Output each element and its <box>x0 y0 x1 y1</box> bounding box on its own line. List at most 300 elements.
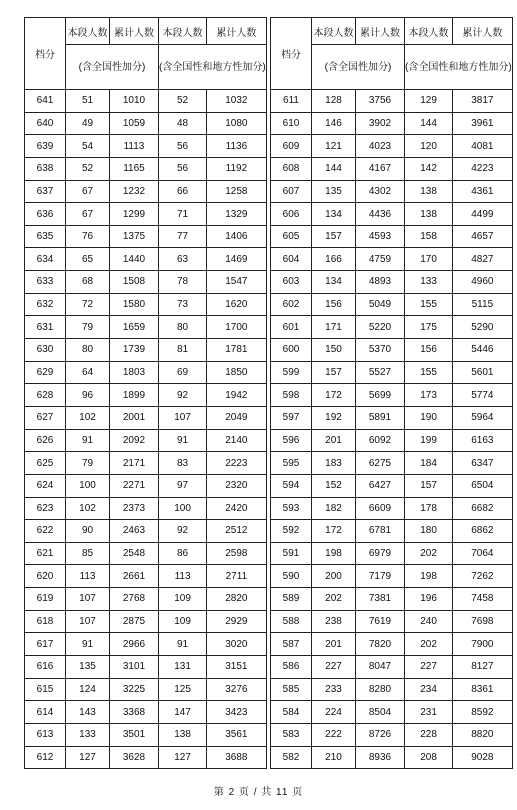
cell-cumulative-count: 2092 <box>110 429 159 452</box>
cell-segment-count: 134 <box>312 203 356 226</box>
cell-score: 607 <box>271 180 312 203</box>
cell-score: 628 <box>25 384 66 407</box>
table-row <box>271 633 513 656</box>
cell-cumulative-count-local: 5601 <box>453 361 513 384</box>
cell-score: 638 <box>25 157 66 180</box>
cell-segment-count: 210 <box>312 746 356 769</box>
cell-segment-count: 124 <box>66 678 110 701</box>
cell-score: 588 <box>271 610 312 633</box>
table-row <box>25 542 267 565</box>
header-segment-count: 本段人数 <box>405 18 453 45</box>
cell-cumulative-count-local: 3688 <box>207 746 267 769</box>
cell-segment-count-local: 184 <box>405 452 453 475</box>
table-row <box>25 497 267 520</box>
cell-score: 617 <box>25 633 66 656</box>
cell-segment-count-local: 173 <box>405 384 453 407</box>
cell-score: 605 <box>271 225 312 248</box>
cell-cumulative-count: 6979 <box>356 542 405 565</box>
cell-segment-count-local: 155 <box>405 293 453 316</box>
cell-segment-count-local: 48 <box>159 112 207 135</box>
cell-score: 635 <box>25 225 66 248</box>
cell-segment-count: 76 <box>66 225 110 248</box>
cell-segment-count-local: 91 <box>159 429 207 452</box>
cell-cumulative-count-local: 6862 <box>453 520 513 543</box>
cell-cumulative-count-local: 1329 <box>207 203 267 226</box>
cell-cumulative-count: 3368 <box>110 701 159 724</box>
table-row <box>25 429 267 452</box>
header-segment-count: 本段人数 <box>66 18 110 45</box>
cell-cumulative-count: 1803 <box>110 361 159 384</box>
cell-segment-count-local: 77 <box>159 225 207 248</box>
score-table-left <box>24 17 267 769</box>
cell-cumulative-count: 4593 <box>356 225 405 248</box>
header-cumulative-count: 累计人数 <box>207 18 267 45</box>
cell-cumulative-count: 5699 <box>356 384 405 407</box>
cell-segment-count: 128 <box>312 90 356 113</box>
cell-score: 595 <box>271 452 312 475</box>
cell-score: 626 <box>25 429 66 452</box>
cell-score: 601 <box>271 316 312 339</box>
cell-score: 627 <box>25 406 66 429</box>
cell-cumulative-count: 1739 <box>110 339 159 362</box>
cell-segment-count: 52 <box>66 157 110 180</box>
cell-score: 632 <box>25 293 66 316</box>
cell-score: 592 <box>271 520 312 543</box>
table-row <box>25 678 267 701</box>
header-note-national-local: (含全国性和地方性加分) <box>159 45 267 90</box>
cell-segment-count: 113 <box>66 565 110 588</box>
table-row <box>271 610 513 633</box>
cell-cumulative-count-local: 4361 <box>453 180 513 203</box>
cell-score: 619 <box>25 588 66 611</box>
cell-segment-count: 183 <box>312 452 356 475</box>
cell-cumulative-count-local: 3961 <box>453 112 513 135</box>
cell-segment-count: 238 <box>312 610 356 633</box>
cell-cumulative-count-local: 7262 <box>453 565 513 588</box>
cell-cumulative-count: 5891 <box>356 406 405 429</box>
cell-cumulative-count: 1899 <box>110 384 159 407</box>
cell-cumulative-count: 4167 <box>356 157 405 180</box>
cell-cumulative-count: 2966 <box>110 633 159 656</box>
cell-cumulative-count-local: 1032 <box>207 90 267 113</box>
cell-cumulative-count: 2271 <box>110 474 159 497</box>
cell-score: 641 <box>25 90 66 113</box>
cell-score: 639 <box>25 135 66 158</box>
cell-score: 613 <box>25 723 66 746</box>
cell-segment-count-local: 157 <box>405 474 453 497</box>
header-note-national: (含全国性加分) <box>312 45 405 90</box>
cell-segment-count: 152 <box>312 474 356 497</box>
cell-segment-count: 198 <box>312 542 356 565</box>
table-row <box>271 474 513 497</box>
cell-segment-count: 150 <box>312 339 356 362</box>
cell-score: 606 <box>271 203 312 226</box>
cell-segment-count-local: 109 <box>159 588 207 611</box>
cell-segment-count: 201 <box>312 633 356 656</box>
table-row <box>271 293 513 316</box>
cell-score: 604 <box>271 248 312 271</box>
cell-segment-count-local: 69 <box>159 361 207 384</box>
header-score: 档分 <box>25 18 66 90</box>
cell-segment-count: 68 <box>66 271 110 294</box>
cell-cumulative-count-local: 8592 <box>453 701 513 724</box>
cell-cumulative-count: 1375 <box>110 225 159 248</box>
header-cumulative-count: 累计人数 <box>453 18 513 45</box>
cell-segment-count: 127 <box>66 746 110 769</box>
table-row <box>25 701 267 724</box>
table-row <box>25 565 267 588</box>
cell-cumulative-count: 1059 <box>110 112 159 135</box>
cell-cumulative-count: 6427 <box>356 474 405 497</box>
cell-score: 599 <box>271 361 312 384</box>
footer-page-unit: 页 <box>238 787 250 798</box>
cell-score: 590 <box>271 565 312 588</box>
cell-score: 625 <box>25 452 66 475</box>
cell-segment-count-local: 156 <box>405 339 453 362</box>
cell-segment-count: 102 <box>66 406 110 429</box>
cell-cumulative-count: 7179 <box>356 565 405 588</box>
cell-score: 582 <box>271 746 312 769</box>
cell-score: 631 <box>25 316 66 339</box>
table-row <box>25 180 267 203</box>
cell-segment-count: 222 <box>312 723 356 746</box>
cell-cumulative-count: 8504 <box>356 701 405 724</box>
cell-cumulative-count: 2661 <box>110 565 159 588</box>
cell-cumulative-count-local: 5115 <box>453 293 513 316</box>
table-row <box>271 452 513 475</box>
cell-cumulative-count-local: 8127 <box>453 656 513 679</box>
footer-total-label: 共 <box>261 787 273 798</box>
cell-score: 618 <box>25 610 66 633</box>
table-row <box>271 678 513 701</box>
cell-segment-count: 67 <box>66 203 110 226</box>
cell-score: 610 <box>271 112 312 135</box>
cell-cumulative-count: 3628 <box>110 746 159 769</box>
cell-segment-count: 134 <box>312 271 356 294</box>
cell-cumulative-count-local: 2711 <box>207 565 267 588</box>
cell-segment-count-local: 52 <box>159 90 207 113</box>
cell-segment-count-local: 97 <box>159 474 207 497</box>
cell-score: 612 <box>25 746 66 769</box>
cell-segment-count: 146 <box>312 112 356 135</box>
cell-cumulative-count-local: 1781 <box>207 339 267 362</box>
cell-segment-count-local: 231 <box>405 701 453 724</box>
cell-cumulative-count-local: 2820 <box>207 588 267 611</box>
table-row <box>271 588 513 611</box>
cell-cumulative-count-local: 1620 <box>207 293 267 316</box>
cell-segment-count: 65 <box>66 248 110 271</box>
cell-segment-count: 144 <box>312 157 356 180</box>
cell-segment-count: 107 <box>66 588 110 611</box>
cell-cumulative-count: 5220 <box>356 316 405 339</box>
table-row <box>25 610 267 633</box>
table-row <box>25 452 267 475</box>
cell-score: 598 <box>271 384 312 407</box>
cell-score: 623 <box>25 497 66 520</box>
table-row <box>25 248 267 271</box>
table-row <box>25 90 267 113</box>
table-row <box>271 203 513 226</box>
cell-segment-count: 54 <box>66 135 110 158</box>
table-row <box>25 203 267 226</box>
table-row <box>271 271 513 294</box>
cell-segment-count: 72 <box>66 293 110 316</box>
cell-segment-count: 201 <box>312 429 356 452</box>
cell-cumulative-count: 3101 <box>110 656 159 679</box>
cell-segment-count: 51 <box>66 90 110 113</box>
cell-segment-count: 157 <box>312 361 356 384</box>
cell-segment-count: 64 <box>66 361 110 384</box>
cell-cumulative-count: 7820 <box>356 633 405 656</box>
table-row <box>25 588 267 611</box>
cell-cumulative-count: 1440 <box>110 248 159 271</box>
cell-cumulative-count: 8726 <box>356 723 405 746</box>
cell-segment-count-local: 138 <box>159 723 207 746</box>
footer-total-pages: 11 <box>276 787 289 798</box>
cell-segment-count: 96 <box>66 384 110 407</box>
cell-cumulative-count-local: 6347 <box>453 452 513 475</box>
cell-score: 640 <box>25 112 66 135</box>
footer-page-label: 第 <box>213 787 225 798</box>
cell-segment-count: 224 <box>312 701 356 724</box>
table-row <box>25 361 267 384</box>
header-note-national-local: (含全国性和地方性加分) <box>405 45 513 90</box>
cell-score: 589 <box>271 588 312 611</box>
cell-cumulative-count-local: 2320 <box>207 474 267 497</box>
cell-cumulative-count: 1299 <box>110 203 159 226</box>
table-row <box>25 112 267 135</box>
table-row <box>25 316 267 339</box>
cell-segment-count-local: 175 <box>405 316 453 339</box>
cell-segment-count-local: 91 <box>159 633 207 656</box>
cell-segment-count: 49 <box>66 112 110 135</box>
cell-cumulative-count-local: 4657 <box>453 225 513 248</box>
table-row <box>271 339 513 362</box>
header-cumulative-count: 累计人数 <box>110 18 159 45</box>
cell-score: 615 <box>25 678 66 701</box>
cell-segment-count-local: 198 <box>405 565 453 588</box>
header-cumulative-count: 累计人数 <box>356 18 405 45</box>
table-row <box>25 633 267 656</box>
cell-cumulative-count: 4893 <box>356 271 405 294</box>
cell-cumulative-count: 4302 <box>356 180 405 203</box>
cell-cumulative-count: 2875 <box>110 610 159 633</box>
table-row <box>25 746 267 769</box>
cell-cumulative-count: 8936 <box>356 746 405 769</box>
cell-cumulative-count: 3501 <box>110 723 159 746</box>
cell-segment-count: 91 <box>66 429 110 452</box>
table-row <box>25 656 267 679</box>
cell-segment-count-local: 86 <box>159 542 207 565</box>
cell-segment-count-local: 129 <box>405 90 453 113</box>
cell-cumulative-count: 2373 <box>110 497 159 520</box>
cell-segment-count: 157 <box>312 225 356 248</box>
cell-segment-count: 182 <box>312 497 356 520</box>
cell-cumulative-count-local: 1080 <box>207 112 267 135</box>
cell-score: 634 <box>25 248 66 271</box>
cell-segment-count-local: 202 <box>405 633 453 656</box>
cell-score: 585 <box>271 678 312 701</box>
cell-cumulative-count: 1165 <box>110 157 159 180</box>
cell-cumulative-count-local: 1469 <box>207 248 267 271</box>
table-row <box>25 157 267 180</box>
cell-cumulative-count-local: 6163 <box>453 429 513 452</box>
cell-segment-count-local: 240 <box>405 610 453 633</box>
cell-cumulative-count: 2548 <box>110 542 159 565</box>
cell-segment-count: 233 <box>312 678 356 701</box>
cell-score: 603 <box>271 271 312 294</box>
cell-cumulative-count-local: 3276 <box>207 678 267 701</box>
table-row <box>271 361 513 384</box>
cell-segment-count: 172 <box>312 520 356 543</box>
cell-segment-count-local: 63 <box>159 248 207 271</box>
cell-segment-count-local: 178 <box>405 497 453 520</box>
cell-cumulative-count-local: 3151 <box>207 656 267 679</box>
table-row <box>271 542 513 565</box>
cell-segment-count-local: 227 <box>405 656 453 679</box>
cell-score: 609 <box>271 135 312 158</box>
cell-segment-count: 91 <box>66 633 110 656</box>
cell-segment-count-local: 120 <box>405 135 453 158</box>
cell-segment-count-local: 142 <box>405 157 453 180</box>
table-row <box>271 565 513 588</box>
cell-segment-count-local: 155 <box>405 361 453 384</box>
cell-segment-count: 85 <box>66 542 110 565</box>
cell-score: 633 <box>25 271 66 294</box>
cell-score: 591 <box>271 542 312 565</box>
cell-segment-count-local: 92 <box>159 520 207 543</box>
cell-score: 611 <box>271 90 312 113</box>
table-row <box>25 271 267 294</box>
cell-score: 594 <box>271 474 312 497</box>
cell-segment-count-local: 133 <box>405 271 453 294</box>
cell-segment-count-local: 92 <box>159 384 207 407</box>
table-row <box>25 225 267 248</box>
cell-score: 600 <box>271 339 312 362</box>
cell-segment-count-local: 113 <box>159 565 207 588</box>
cell-cumulative-count: 3756 <box>356 90 405 113</box>
cell-cumulative-count: 5049 <box>356 293 405 316</box>
cell-cumulative-count-local: 1850 <box>207 361 267 384</box>
cell-cumulative-count-local: 2598 <box>207 542 267 565</box>
cell-segment-count: 156 <box>312 293 356 316</box>
cell-segment-count-local: 199 <box>405 429 453 452</box>
cell-cumulative-count-local: 2223 <box>207 452 267 475</box>
cell-cumulative-count-local: 6682 <box>453 497 513 520</box>
cell-score: 593 <box>271 497 312 520</box>
cell-segment-count-local: 81 <box>159 339 207 362</box>
header-segment-count: 本段人数 <box>159 18 207 45</box>
cell-cumulative-count-local: 8361 <box>453 678 513 701</box>
cell-cumulative-count: 3902 <box>356 112 405 135</box>
cell-segment-count-local: 234 <box>405 678 453 701</box>
table-row <box>271 180 513 203</box>
cell-segment-count-local: 56 <box>159 157 207 180</box>
table-row <box>271 157 513 180</box>
table-row <box>271 723 513 746</box>
table-row <box>25 293 267 316</box>
cell-score: 616 <box>25 656 66 679</box>
cell-segment-count: 121 <box>312 135 356 158</box>
cell-score: 614 <box>25 701 66 724</box>
cell-segment-count: 100 <box>66 474 110 497</box>
table-row <box>25 135 267 158</box>
cell-score: 597 <box>271 406 312 429</box>
table-row <box>271 316 513 339</box>
cell-segment-count: 67 <box>66 180 110 203</box>
cell-cumulative-count: 6275 <box>356 452 405 475</box>
cell-cumulative-count-local: 5774 <box>453 384 513 407</box>
table-row <box>25 520 267 543</box>
cell-cumulative-count-local: 4827 <box>453 248 513 271</box>
table-row <box>271 135 513 158</box>
cell-segment-count: 79 <box>66 452 110 475</box>
table-row <box>25 474 267 497</box>
table-row <box>271 225 513 248</box>
cell-cumulative-count-local: 4499 <box>453 203 513 226</box>
cell-cumulative-count: 7381 <box>356 588 405 611</box>
cell-segment-count: 135 <box>312 180 356 203</box>
cell-score: 586 <box>271 656 312 679</box>
cell-segment-count: 202 <box>312 588 356 611</box>
table-row <box>271 429 513 452</box>
footer-total-unit: 页 <box>292 787 304 798</box>
cell-segment-count: 90 <box>66 520 110 543</box>
cell-cumulative-count: 5527 <box>356 361 405 384</box>
cell-cumulative-count: 8280 <box>356 678 405 701</box>
cell-score: 608 <box>271 157 312 180</box>
cell-cumulative-count: 1659 <box>110 316 159 339</box>
cell-cumulative-count-local: 7698 <box>453 610 513 633</box>
cell-score: 584 <box>271 701 312 724</box>
cell-cumulative-count: 2001 <box>110 406 159 429</box>
cell-cumulative-count: 1508 <box>110 271 159 294</box>
cell-segment-count-local: 208 <box>405 746 453 769</box>
cell-segment-count-local: 131 <box>159 656 207 679</box>
table-row <box>271 497 513 520</box>
cell-cumulative-count-local: 7064 <box>453 542 513 565</box>
cell-cumulative-count-local: 8820 <box>453 723 513 746</box>
cell-segment-count: 192 <box>312 406 356 429</box>
cell-segment-count: 79 <box>66 316 110 339</box>
cell-cumulative-count-local: 1547 <box>207 271 267 294</box>
cell-score: 587 <box>271 633 312 656</box>
cell-score: 620 <box>25 565 66 588</box>
cell-segment-count-local: 107 <box>159 406 207 429</box>
cell-cumulative-count: 2171 <box>110 452 159 475</box>
table-row <box>271 701 513 724</box>
cell-segment-count-local: 228 <box>405 723 453 746</box>
cell-score: 596 <box>271 429 312 452</box>
cell-segment-count-local: 202 <box>405 542 453 565</box>
cell-segment-count-local: 190 <box>405 406 453 429</box>
cell-cumulative-count-local: 5446 <box>453 339 513 362</box>
cell-score: 629 <box>25 361 66 384</box>
cell-segment-count-local: 127 <box>159 746 207 769</box>
cell-cumulative-count: 1580 <box>110 293 159 316</box>
score-table-right <box>270 17 513 769</box>
cell-cumulative-count-local: 3817 <box>453 90 513 113</box>
cell-segment-count: 166 <box>312 248 356 271</box>
cell-segment-count: 227 <box>312 656 356 679</box>
cell-cumulative-count-local: 3020 <box>207 633 267 656</box>
cell-cumulative-count: 5370 <box>356 339 405 362</box>
table-row <box>271 406 513 429</box>
cell-cumulative-count-local: 3561 <box>207 723 267 746</box>
cell-segment-count-local: 100 <box>159 497 207 520</box>
cell-cumulative-count: 2463 <box>110 520 159 543</box>
cell-cumulative-count-local: 2420 <box>207 497 267 520</box>
